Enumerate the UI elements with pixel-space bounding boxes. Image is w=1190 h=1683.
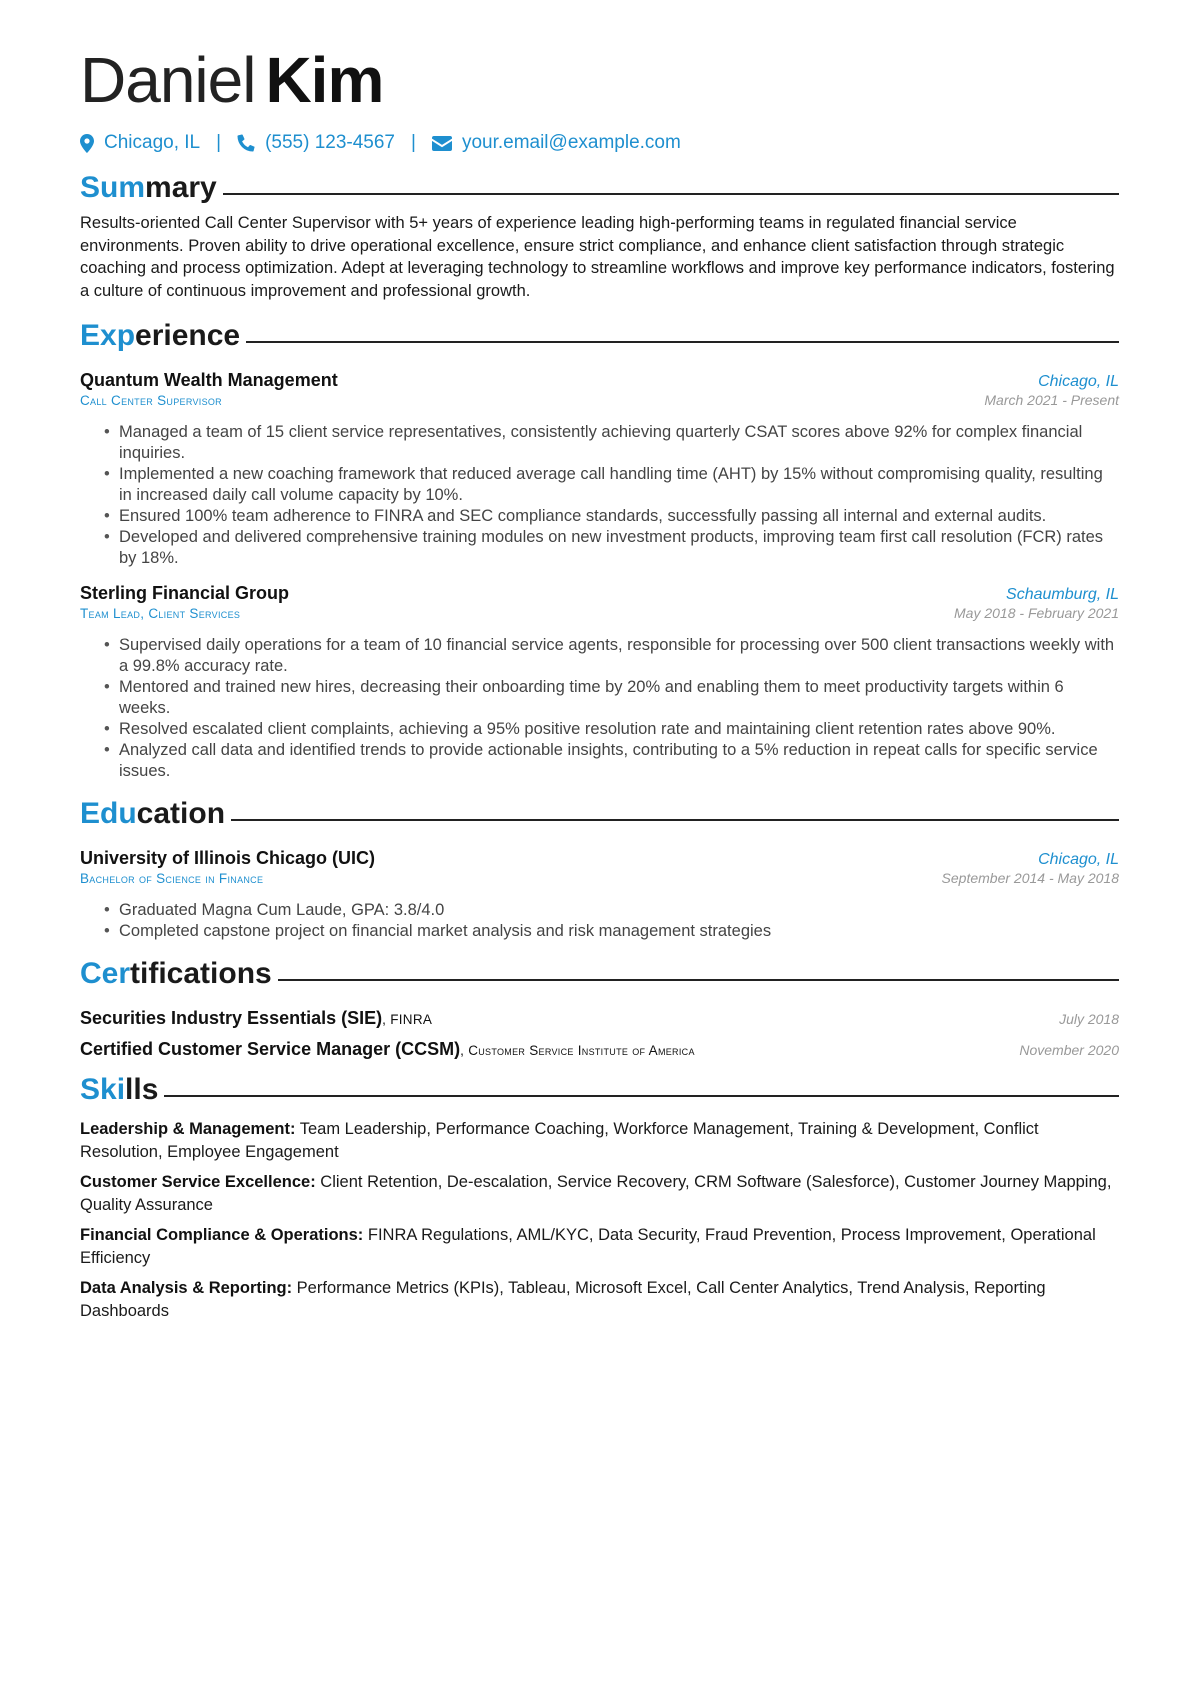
section-rule: [246, 341, 1119, 343]
certification-name: Certified Customer Service Manager (CCSM): [80, 1039, 461, 1059]
skill-group: [80, 1224, 1119, 1269]
skill-group: [80, 1171, 1119, 1216]
list-item: • Ensured 100% team adherence to FINRA and SEC compliance standards, successfully passing all internal and external audits.: [119, 506, 1119, 527]
contact-phone[interactable]: [237, 132, 395, 154]
email-link: your.email@example.com: [461, 132, 681, 153]
education-entry: [80, 848, 1119, 942]
first-name: Daniel: [80, 44, 256, 116]
envelope-icon: [432, 136, 452, 151]
section-title: Experience: [80, 319, 241, 352]
job-title: Call Center Supervisor: [80, 393, 222, 408]
job-title: Team Lead, Client Services: [80, 606, 241, 621]
section-title: Certifications: [80, 957, 272, 990]
list-item: • Supervised daily operations for a team of 10 financial service agents, responsible for processing over 500 client transactions weekly with a 99.8% accuracy rate.: [119, 635, 1119, 677]
achievement-list: [80, 900, 1119, 942]
entry-dates: May 2018 - February 2021: [954, 605, 1119, 621]
achievement-list: [80, 422, 1119, 569]
map-pin-icon: [80, 134, 94, 153]
section-summary-heading: [80, 168, 1119, 208]
contact-separator: |: [216, 132, 222, 153]
list-item: • Analyzed call data and identified trends to provide actionable insights, contributing to a 5% reduction in repeat calls for specific service issues.: [119, 740, 1119, 782]
certification-name: Securities Industry Essentials (SIE): [80, 1008, 383, 1028]
last-name: Kim: [265, 44, 384, 116]
entry-location: Chicago, IL: [1038, 373, 1119, 390]
skill-group: [80, 1277, 1119, 1322]
section-rule: [223, 193, 1119, 195]
skill-category: Data Analysis & Reporting:: [80, 1279, 293, 1297]
resume-page: [80, 0, 1119, 1322]
list-item: • Graduated Magna Cum Laude, GPA: 3.8/4.0: [119, 900, 1119, 921]
section-title: Education: [80, 797, 226, 830]
section-certifications-heading: [80, 954, 1119, 994]
summary-text: Results-oriented Call Center Supervisor with 5+ years of experience leading high-performing teams in regulated financial service environments. Proven ability to drive operational excellence, ensure strict compliance, and enhance client satisfaction through strategic coaching and process optimization. Adept at leveraging technology to streamline workflows and improve key performance indicators, fostering a culture of continuous improvement and professional growth.: [80, 214, 1115, 300]
experience-entry: [80, 370, 1119, 569]
section-skills-heading: [80, 1070, 1119, 1110]
list-item: • Mentored and trained new hires, decreasing their onboarding time by 20% and enabling them to meet productivity targets within 6 weeks.: [119, 677, 1119, 719]
section-title: Skills: [80, 1073, 159, 1106]
contact-bar: [80, 128, 1119, 158]
list-item: • Resolved escalated client complaints, achieving a 95% positive resolution rate and maintaining client retention rates above 90%.: [119, 719, 1119, 740]
skill-category: Customer Service Excellence:: [80, 1173, 316, 1191]
certification-entry: [80, 1039, 1119, 1060]
skill-items: Performance Metrics (KPIs), Tableau, Microsoft Excel, Call Center Analytics, Trend Analysis, Reporting Dashboards: [80, 1279, 1046, 1320]
section-rule: [231, 819, 1119, 821]
skill-items: Team Leadership, Performance Coaching, Workforce Management, Training & Development, Conflict Resolution, Employee Engagement: [80, 1120, 1039, 1161]
certification-date: November 2020: [1019, 1042, 1119, 1058]
candidate-name: [80, 44, 1119, 116]
certification-issuer: , FINRA: [382, 1012, 433, 1027]
skill-category: Leadership & Management:: [80, 1120, 296, 1138]
organization-name: Sterling Financial Group: [80, 583, 290, 603]
skill-items: FINRA Regulations, AML/KYC, Data Security, Fraud Prevention, Process Improvement, Operational Efficiency: [80, 1226, 1096, 1267]
organization-name: Quantum Wealth Management: [80, 370, 338, 390]
certification-entry: [80, 1008, 1119, 1029]
entry-location: Schaumburg, IL: [1006, 586, 1119, 603]
list-item: • Developed and delivered comprehensive training modules on new investment products, improving team first call resolution (FCR) rates by 18%.: [119, 527, 1119, 569]
contact-separator: |: [411, 132, 416, 153]
section-rule: [278, 979, 1119, 981]
skill-category: Financial Compliance & Operations:: [80, 1226, 364, 1244]
institution-name: University of Illinois Chicago (UIC): [80, 848, 376, 868]
phone-icon: [237, 134, 255, 152]
skill-group: [80, 1118, 1119, 1163]
contact-location: [80, 132, 200, 154]
list-item: • Completed capstone project on financial market analysis and risk management strategies: [119, 921, 1119, 942]
section-experience-heading: [80, 316, 1119, 356]
list-item: • Managed a team of 15 client service representatives, consistently achieving quarterly CSAT scores above 92% for complex financial inquiries.: [119, 422, 1119, 464]
entry-location: Chicago, IL: [1038, 851, 1119, 868]
list-item: • Implemented a new coaching framework that reduced average call handling time (AHT) by 15% without compromising quality, resulting in increased daily call volume capacity by 10%.: [119, 464, 1119, 506]
phone-text: (555) 123-4567: [265, 132, 395, 153]
certification-issuer: , Customer Service Institute of America: [460, 1043, 695, 1058]
degree: Bachelor of Science in Finance: [80, 871, 264, 886]
section-title: Summary: [80, 171, 217, 204]
certification-date: July 2018: [1059, 1011, 1119, 1027]
contact-email[interactable]: [432, 132, 681, 154]
experience-entry: [80, 583, 1119, 782]
section-education-heading: [80, 794, 1119, 834]
entry-dates: March 2021 - Present: [984, 392, 1119, 408]
entry-dates: September 2014 - May 2018: [941, 870, 1119, 886]
skill-items: Client Retention, De-escalation, Service Recovery, CRM Software (Salesforce), Customer Journey Mapping, Quality Assurance: [80, 1173, 1112, 1214]
achievement-list: [80, 635, 1119, 782]
location-text: Chicago, IL: [104, 132, 201, 153]
section-rule: [164, 1095, 1119, 1097]
